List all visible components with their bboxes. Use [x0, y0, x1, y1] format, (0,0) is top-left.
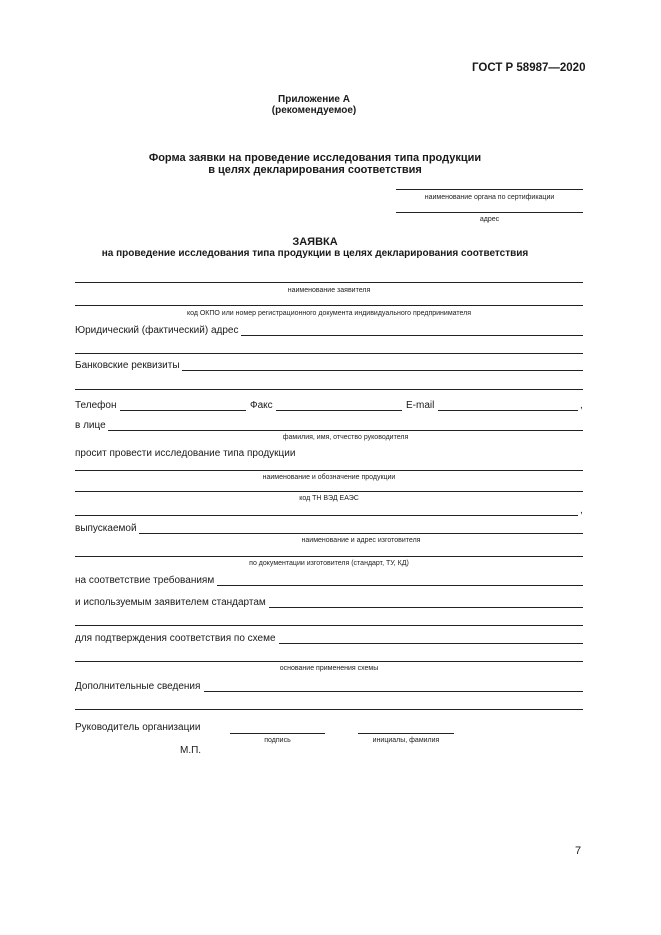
manufactured-label: выпускаемой	[75, 523, 137, 534]
manufacturer-line-2[interactable]	[75, 556, 583, 557]
application-subheading: на проведение исследования типа продукции в целях декларирования соответствия	[101, 248, 529, 259]
product-caption: наименование и обозначение продукции	[262, 474, 396, 481]
applicant-name-caption: наименование заявителя	[287, 287, 371, 294]
product-line[interactable]	[75, 470, 583, 471]
legal-address-line[interactable]	[241, 335, 583, 336]
head-name-line[interactable]	[108, 430, 583, 431]
email-line[interactable]	[438, 410, 578, 411]
form-title-line1: Форма заявки на проведение исследования типа продукции	[148, 152, 482, 164]
recipient-org-line[interactable]	[396, 189, 583, 190]
recipient-address-caption: адрес	[479, 216, 500, 223]
initials-caption: инициалы, фамилия	[372, 737, 440, 744]
email-label: E-mail	[406, 400, 435, 411]
standards-label: и используемым заявителем стандартам	[75, 597, 266, 608]
initials-line[interactable]	[358, 733, 454, 734]
standards-line-2[interactable]	[75, 625, 583, 626]
compliance-line[interactable]	[217, 585, 583, 586]
tnved-line[interactable]	[75, 515, 578, 516]
applicant-name-line[interactable]	[75, 282, 583, 283]
scheme-basis-caption: основание применения схемы	[279, 665, 379, 672]
request-label: просит провести исследование типа продукции	[75, 448, 296, 459]
phone-line[interactable]	[120, 410, 246, 411]
represented-by-label: в лице	[75, 420, 106, 431]
bank-details-line[interactable]	[182, 370, 583, 371]
additional-line[interactable]	[204, 691, 583, 692]
bank-details-line-2[interactable]	[75, 389, 583, 390]
additional-line-2[interactable]	[75, 709, 583, 710]
phone-label: Телефон	[75, 400, 117, 411]
manufacturer-line[interactable]	[139, 533, 583, 534]
manufacturer-caption: наименование и адрес изготовителя	[301, 537, 421, 544]
okpo-caption: код ОКПО или номер регистрационного документа индивидуального предпринимателя	[186, 310, 472, 317]
stamp-label: М.П.	[180, 745, 202, 756]
okpo-line[interactable]	[75, 305, 583, 306]
head-name-caption: фамилия, имя, отчество руководителя	[282, 434, 409, 441]
recipient-org-caption: наименование органа по сертификации	[424, 194, 555, 201]
email-comma: ,	[580, 400, 583, 411]
bank-details-label: Банковские реквизиты	[75, 360, 180, 371]
compliance-label: на соответствие требованиям	[75, 575, 215, 586]
tnved-comma: ,	[580, 505, 583, 516]
signature-line[interactable]	[230, 733, 325, 734]
application-heading: ЗАЯВКА	[292, 236, 338, 248]
docs-caption: по документации изготовителя (стандарт, ТУ, КД)	[249, 560, 409, 567]
legal-address-line-2[interactable]	[75, 353, 583, 354]
standard-number: ГОСТ Р 58987—2020	[472, 62, 586, 74]
scheme-line[interactable]	[279, 643, 583, 644]
scheme-label: для подтверждения соответствия по схеме	[75, 633, 276, 644]
head-label: Руководитель организации	[75, 722, 201, 733]
standards-line[interactable]	[269, 607, 583, 608]
scheme-basis-line[interactable]	[75, 661, 583, 662]
tnved-caption: код ТН ВЭД ЕАЭС	[299, 495, 359, 502]
signature-caption: подпись	[264, 737, 291, 744]
form-title-line2: в целях декларирования соответствия	[208, 164, 422, 176]
legal-address-label: Юридический (фактический) адрес	[75, 325, 239, 336]
additional-label: Дополнительные сведения	[75, 681, 201, 692]
fax-label: Факс	[250, 400, 273, 411]
appendix-subtitle: (рекомендуемое)	[271, 105, 357, 116]
product-line-2[interactable]	[75, 491, 583, 492]
recipient-address-line[interactable]	[396, 212, 583, 213]
appendix-title: Приложение А	[278, 94, 350, 105]
page-number: 7	[575, 845, 582, 857]
fax-line[interactable]	[276, 410, 402, 411]
